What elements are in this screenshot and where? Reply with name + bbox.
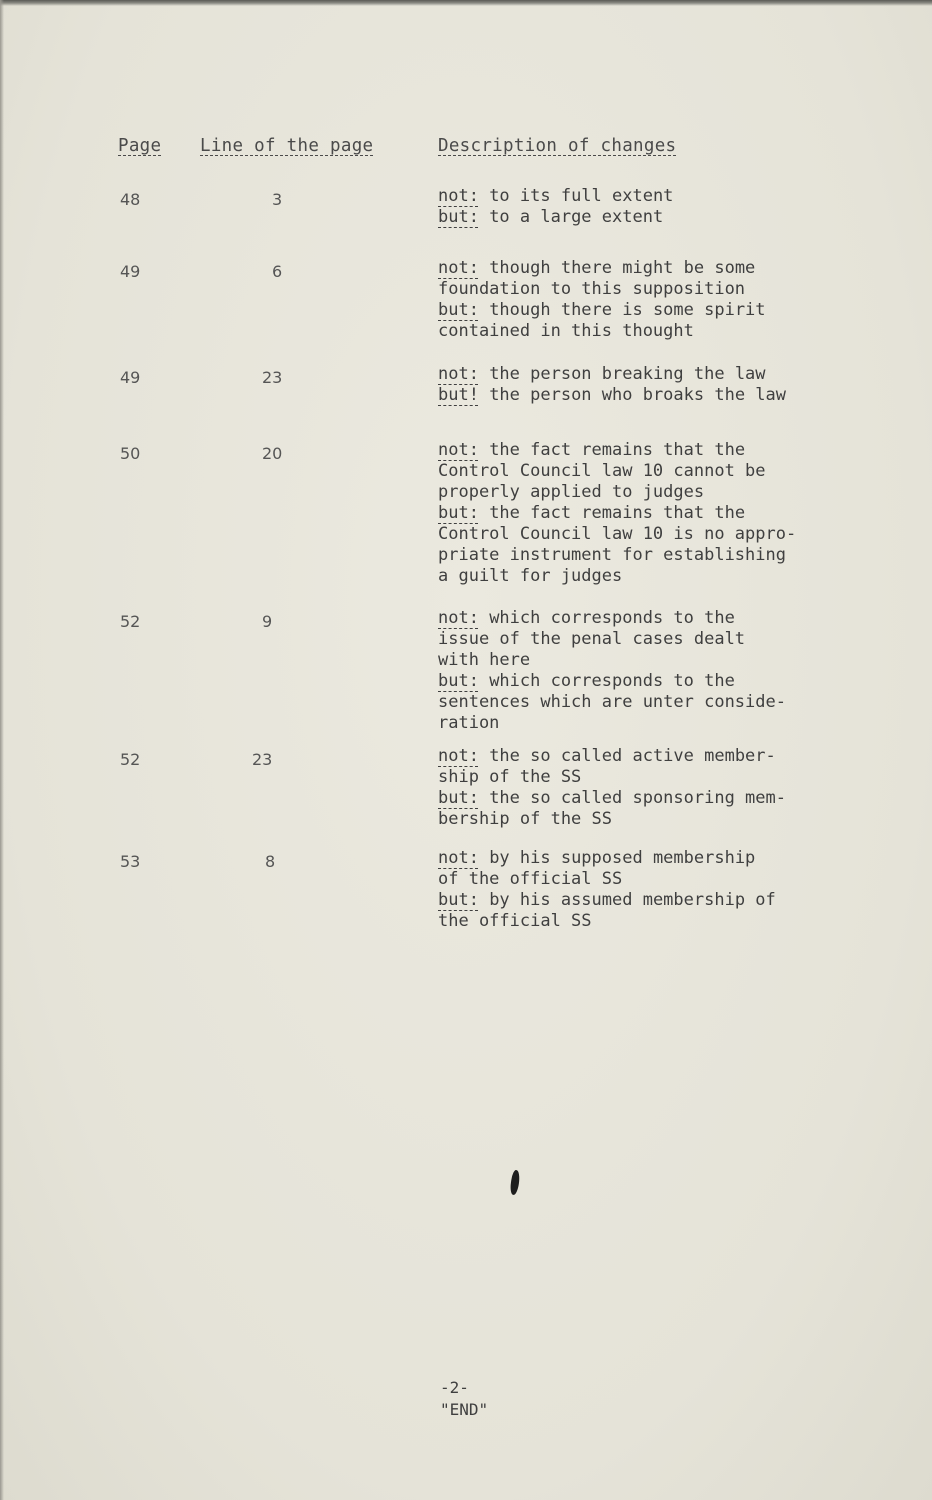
- change-keyword: but:: [438, 300, 479, 320]
- row-description: [438, 186, 868, 228]
- change-text: the fact remains that the: [478, 440, 746, 460]
- description-line: [438, 767, 868, 788]
- change-keyword: not:: [438, 258, 479, 278]
- row-page-number: 52: [120, 612, 141, 631]
- description-line: [438, 545, 868, 566]
- row-line-number: 20: [262, 444, 283, 463]
- change-text: bership of the SS: [438, 809, 612, 829]
- description-line: [438, 364, 868, 385]
- description-line: [438, 440, 868, 461]
- change-text: with here: [438, 650, 531, 670]
- change-text: Control Council law 10 is no appro-: [438, 524, 797, 544]
- change-keyword: not:: [438, 608, 479, 628]
- row-line-number: 3: [272, 190, 283, 209]
- change-text: priate instrument for establishing: [438, 545, 786, 565]
- description-line: [438, 869, 868, 890]
- row-description: [438, 746, 868, 830]
- change-text: Control Council law 10 cannot be: [438, 461, 766, 481]
- row-page-number: 50: [120, 444, 141, 463]
- change-text: though there might be some: [478, 258, 756, 278]
- change-keyword: but:: [438, 788, 479, 808]
- change-text: by his assumed membership of: [478, 890, 776, 910]
- change-text: the person who broaks the law: [478, 385, 786, 405]
- scan-left-edge: [0, 0, 4, 1500]
- row-page-number: 52: [120, 750, 141, 769]
- column-header-line: Line of the page: [200, 136, 374, 156]
- description-line: [438, 713, 868, 734]
- change-keyword: but!: [438, 385, 479, 405]
- change-text: to a large extent: [478, 207, 664, 227]
- description-line: [438, 671, 868, 692]
- description-line: [438, 503, 868, 524]
- change-text: a guilt for judges: [438, 566, 623, 586]
- row-page-number: 53: [120, 852, 141, 871]
- change-text: the person breaking the law: [478, 364, 766, 384]
- change-text: to its full extent: [478, 186, 674, 206]
- description-line: [438, 650, 868, 671]
- description-line: [438, 524, 868, 545]
- change-keyword: not:: [438, 746, 479, 766]
- row-description: [438, 440, 868, 587]
- column-header-page: Page: [118, 136, 162, 156]
- change-text: the so called sponsoring mem-: [478, 788, 786, 808]
- description-line: [438, 385, 868, 406]
- row-line-number: 23: [252, 750, 273, 769]
- description-line: [438, 279, 868, 300]
- description-line: [438, 566, 868, 587]
- change-text: ship of the SS: [438, 767, 582, 787]
- description-line: [438, 300, 868, 321]
- column-header-description: Description of changes: [438, 136, 677, 156]
- change-text: issue of the penal cases dealt: [438, 629, 746, 649]
- change-text: which corresponds to the: [478, 608, 735, 628]
- description-line: [438, 629, 868, 650]
- change-keyword: not:: [438, 848, 479, 868]
- description-line: [438, 890, 868, 911]
- row-line-number: 23: [262, 368, 283, 387]
- change-text: contained in this thought: [438, 321, 694, 341]
- change-text: the fact remains that the: [478, 503, 746, 523]
- row-page-number: 49: [120, 368, 141, 387]
- description-line: [438, 207, 868, 228]
- row-description: [438, 848, 868, 932]
- row-page-number: 49: [120, 262, 141, 281]
- description-line: [438, 186, 868, 207]
- row-line-number: 9: [262, 612, 273, 631]
- end-mark: "END": [440, 1400, 489, 1419]
- change-text: of the official SS: [438, 869, 623, 889]
- change-keyword: but:: [438, 671, 479, 691]
- change-text: which corresponds to the: [478, 671, 735, 691]
- description-line: [438, 461, 868, 482]
- change-keyword: but:: [438, 207, 479, 227]
- row-description: [438, 608, 868, 734]
- change-text: foundation to this supposition: [438, 279, 746, 299]
- description-line: [438, 692, 868, 713]
- row-line-number: 6: [272, 262, 283, 281]
- change-keyword: but:: [438, 890, 479, 910]
- description-line: [438, 809, 868, 830]
- change-keyword: not:: [438, 364, 479, 384]
- change-keyword: not:: [438, 440, 479, 460]
- page-number: -2-: [440, 1378, 469, 1397]
- change-text: the so called active member-: [478, 746, 776, 766]
- change-text: sentences which are unter conside-: [438, 692, 786, 712]
- description-line: [438, 788, 868, 809]
- change-text: the official SS: [438, 911, 592, 931]
- description-line: [438, 746, 868, 767]
- description-line: [438, 848, 868, 869]
- scan-top-edge: [0, 0, 932, 6]
- description-line: [438, 482, 868, 503]
- row-page-number: 48: [120, 190, 141, 209]
- description-line: [438, 321, 868, 342]
- change-text: ration: [438, 713, 500, 733]
- row-description: [438, 364, 868, 406]
- row-description: [438, 258, 868, 342]
- change-text: properly applied to judges: [438, 482, 705, 502]
- change-keyword: not:: [438, 186, 479, 206]
- change-keyword: but:: [438, 503, 479, 523]
- description-line: [438, 608, 868, 629]
- description-line: [438, 258, 868, 279]
- row-line-number: 8: [265, 852, 276, 871]
- description-line: [438, 911, 868, 932]
- change-text: by his supposed membership: [478, 848, 756, 868]
- change-text: though there is some spirit: [478, 300, 766, 320]
